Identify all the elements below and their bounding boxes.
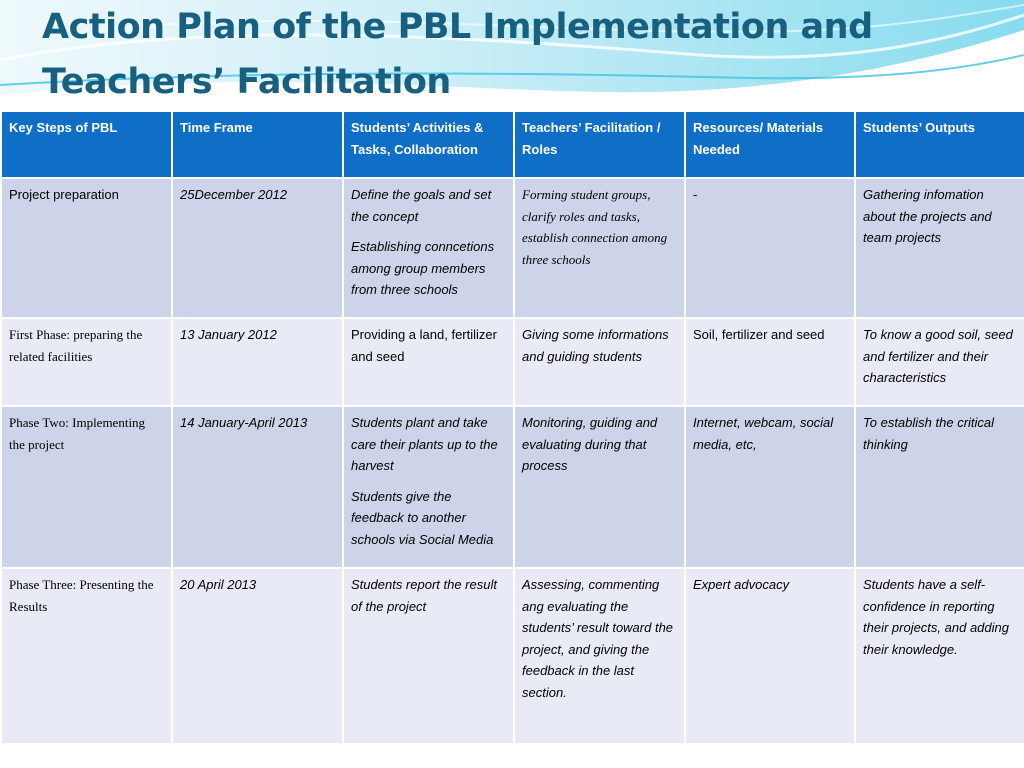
- step-cell: Project preparation: [1, 178, 172, 318]
- activity-text: Establishing conncetions among group members from three schools: [351, 239, 495, 297]
- slide-title-line2: Teachers’ Facilitation: [42, 62, 451, 102]
- time-cell: 14 January-April 2013: [172, 406, 343, 568]
- activity-text: Students report the result of the project: [351, 577, 497, 614]
- column-header: Teachers’ Facilitation / Roles: [514, 111, 685, 178]
- facilitation-cell: Assessing, commenting ang evaluating the students’ result toward the project, and giving the feedback in the last section.: [514, 568, 685, 744]
- column-header: Students’ Activities & Tasks, Collaboration: [343, 111, 514, 178]
- outputs-cell: To establish the critical thinking: [855, 406, 1024, 568]
- activity-text: Students plant and take care their plants up to the harvest: [351, 415, 498, 473]
- resources-cell: -: [685, 178, 855, 318]
- resources-cell: Soil, fertilizer and seed: [685, 318, 855, 406]
- outputs-cell: Students have a self-confidence in reporting their projects, and adding their knowledge.: [855, 568, 1024, 744]
- step-cell: Phase Three: Presenting the Results: [1, 568, 172, 744]
- slide-title-line1: Action Plan of the PBL Implementation and: [42, 7, 873, 47]
- activity-text: Define the goals and set the concept: [351, 187, 492, 224]
- activity-text: Students give the feedback to another schools via Social Media: [351, 488, 494, 547]
- column-header: Students’ Outputs: [855, 111, 1024, 178]
- activities-cell: [343, 568, 514, 744]
- resources-cell: Internet, webcam, social media, etc,: [685, 406, 855, 568]
- facilitation-cell: Giving some informations and guiding students: [514, 318, 685, 406]
- table-row: [1, 178, 1024, 318]
- facilitation-cell: Forming student groups, clarify roles and tasks, establish connection among three schools: [514, 178, 685, 318]
- facilitation-cell: Monitoring, guiding and evaluating during that process: [514, 406, 685, 568]
- table-row: [1, 568, 1024, 744]
- time-cell: 20 April 2013: [172, 568, 343, 744]
- slide-title: [42, 0, 942, 110]
- outputs-cell: To know a good soil, seed and fertilizer and their characteristics: [855, 318, 1024, 406]
- step-cell: First Phase: preparing the related facilities: [1, 318, 172, 406]
- table-row: [1, 406, 1024, 568]
- column-header: Key Steps of PBL: [1, 111, 172, 178]
- activities-cell: [343, 406, 514, 568]
- step-cell: Phase Two: Implementing the project: [1, 406, 172, 568]
- time-cell: 13 January 2012: [172, 318, 343, 406]
- table-row: [1, 318, 1024, 406]
- resources-cell: Expert advocacy: [685, 568, 855, 744]
- column-header: Time Frame: [172, 111, 343, 178]
- activities-cell: [343, 318, 514, 406]
- column-header: Resources/ Materials Needed: [685, 111, 855, 178]
- time-cell: 25December 2012: [172, 178, 343, 318]
- table-header-row: [1, 111, 1024, 178]
- action-plan-table: [0, 110, 1024, 745]
- outputs-cell: Gathering infomation about the projects and team projects: [855, 178, 1024, 318]
- activities-cell: [343, 178, 514, 318]
- activity-text: Providing a land, fertilizer and seed: [351, 327, 497, 364]
